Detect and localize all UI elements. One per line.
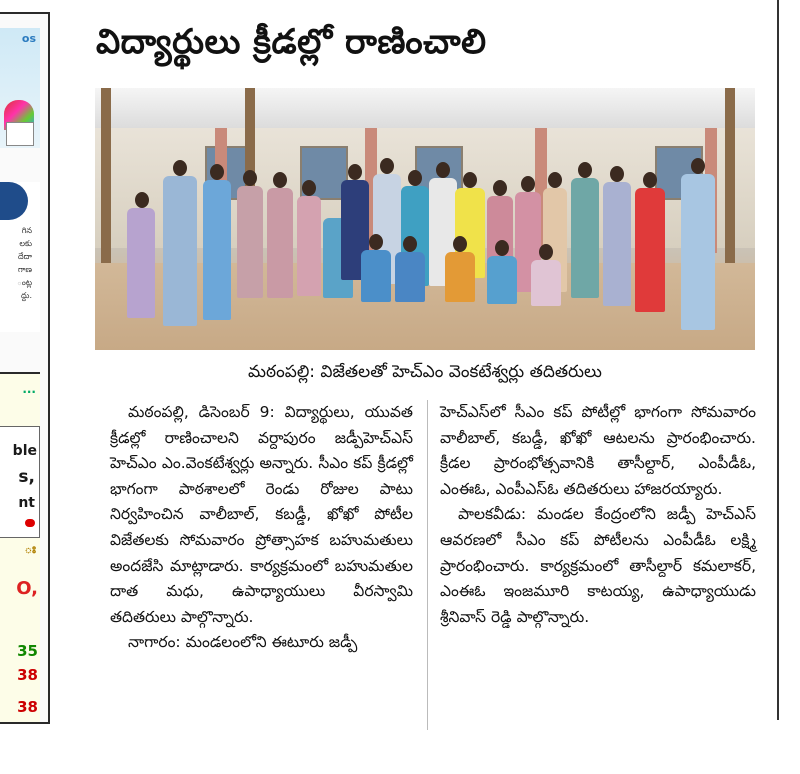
photo-person [531, 260, 561, 306]
photo-person [297, 196, 321, 296]
ad-swoosh-graphic [0, 182, 28, 220]
photo-head [436, 162, 450, 178]
photo-head [173, 160, 187, 176]
photo-tree [101, 88, 111, 263]
column-divider [427, 400, 428, 730]
article-headline: విద్యార్థులు క్రీడల్లో రాణించాలి [96, 22, 487, 62]
ad-bottom-block [0, 372, 40, 724]
article-column-right [440, 400, 756, 630]
ad-number: 38 [17, 698, 38, 716]
photo-person [127, 208, 155, 318]
photo-head [453, 236, 467, 252]
photo-person [603, 182, 631, 306]
photo-head [408, 170, 422, 186]
photo-tree [725, 88, 735, 263]
photo-head [369, 234, 383, 250]
ad-text-line: గాణ [18, 265, 32, 274]
photo-roof [95, 88, 755, 128]
photo-head [548, 172, 562, 188]
ad-big-word: O, [16, 578, 38, 599]
ad-word: ble [12, 443, 37, 459]
photo-head [403, 236, 417, 252]
ad-text-fragments [2, 224, 32, 302]
photo-person [361, 250, 391, 302]
photo-person [635, 188, 665, 312]
ad-text-line: ద్దు. [21, 291, 32, 300]
ad-word: s, [18, 467, 35, 487]
ad-text-line: ంట్ల [17, 278, 32, 287]
ad-dots-top: ... [22, 382, 36, 396]
photo-caption: మఠంపల్లి: విజేతలతో హెచ్ఎం వెంకటేశ్వర్లు తదితరులు [248, 362, 602, 382]
photo-person [487, 256, 517, 304]
article-paragraph: పాలకవీడు: మండల కేంద్రంలోని జడ్పీ హెచ్ఎస్ ఆవరణలో సీఎం కప్ పోటీలను ఎంపీడీఓ లక్ష్మి ప్రారంభించారు. కార్యక్రమంలో తాసీల్దార్ కమలాకర్, ఎంఈఓ ఇంజమూరి కాటయ్య, ఉపాధ్యాయుడు శ్రీనివాస్ రెడ్డి పాల్గొన్నారు. [440, 505, 756, 626]
article-column-left [110, 400, 413, 656]
ad-text-line: దేదా [18, 252, 32, 261]
photo-head [380, 158, 394, 174]
photo-head [463, 172, 477, 188]
house-body-shape [6, 122, 34, 146]
photo-head [578, 162, 592, 178]
article-paragraph: నాగారం: మండలంలోని ఈటూరు జడ్పీ [128, 633, 358, 652]
photo-head [493, 180, 507, 196]
photo-head [135, 192, 149, 208]
photo-head [302, 180, 316, 196]
ad-top-image [0, 28, 40, 148]
photo-head [495, 240, 509, 256]
photo-person [681, 174, 715, 330]
photo-person [203, 180, 231, 320]
photo-person [445, 252, 475, 302]
ad-dots-mid: ః [24, 542, 36, 557]
ad-word: nt [18, 495, 35, 511]
photo-head [273, 172, 287, 188]
photo-head [521, 176, 535, 192]
photo-head [610, 166, 624, 182]
ad-text-line: గిన [21, 226, 32, 235]
photo-head [243, 170, 257, 186]
photo-head [348, 164, 362, 180]
ad-number: 35 [17, 642, 38, 660]
sidebar-advertisement [0, 12, 50, 724]
photo-person [237, 186, 263, 298]
ad-number: 38 [17, 666, 38, 684]
photo-person [163, 176, 197, 326]
ad-brand-text: os [21, 32, 36, 45]
photo-head [643, 172, 657, 188]
news-photo [95, 88, 755, 350]
photo-person [395, 252, 425, 302]
article-paragraph: మఠంపల్లి, డిసెంబర్ 9: విద్యార్థులు, యువత క్రీడల్లో రాణించాలని వర్దాపురం జడ్పీహెచ్ఎస్ హెచ్ఎం ఎం.వెంకటేశ్వర్లు అన్నారు. సీఎం కప్ క్రీడల్లో భాగంగా పాఠశాలలో రెండు రోజుల పాటు నిర్వహించిన వాలీబాల్, కబడ్డీ, ఖోఖో పోటీల విజేతలకు సోమవారం ప్రోత్సాహక బహుమతులు అందజేసి మాట్లాడారు. కార్యక్రమంలో బహుమతుల దాత మధు, ఉపాధ్యాయులు వీరస్వామి తదితరులు పాల్గొన్నారు. [110, 403, 413, 626]
photo-head [691, 158, 705, 174]
article-paragraph: హెచ్ఎస్‌లో సీఎం కప్ పోటీల్లో భాగంగా సోమవారం వాలీబాల్, కబడ్డీ, ఖోఖో ఆటలను ప్రారంభించారు. క్రీడల ప్రారంభోత్సవానికి తాసీల్దార్, ఎంపీడీఓ, ఎంఈఓ, ఎంపీఎస్ఓ తదితరులు హాజరయ్యారు. [440, 403, 756, 498]
ad-red-mark [25, 519, 35, 527]
column-rule [777, 0, 779, 720]
photo-head [539, 244, 553, 260]
photo-person [571, 178, 599, 298]
ad-middle-block [0, 182, 40, 332]
photo-person [267, 188, 293, 298]
photo-head [210, 164, 224, 180]
ad-text-line: లకు [19, 239, 32, 248]
ad-word-box [0, 426, 40, 538]
